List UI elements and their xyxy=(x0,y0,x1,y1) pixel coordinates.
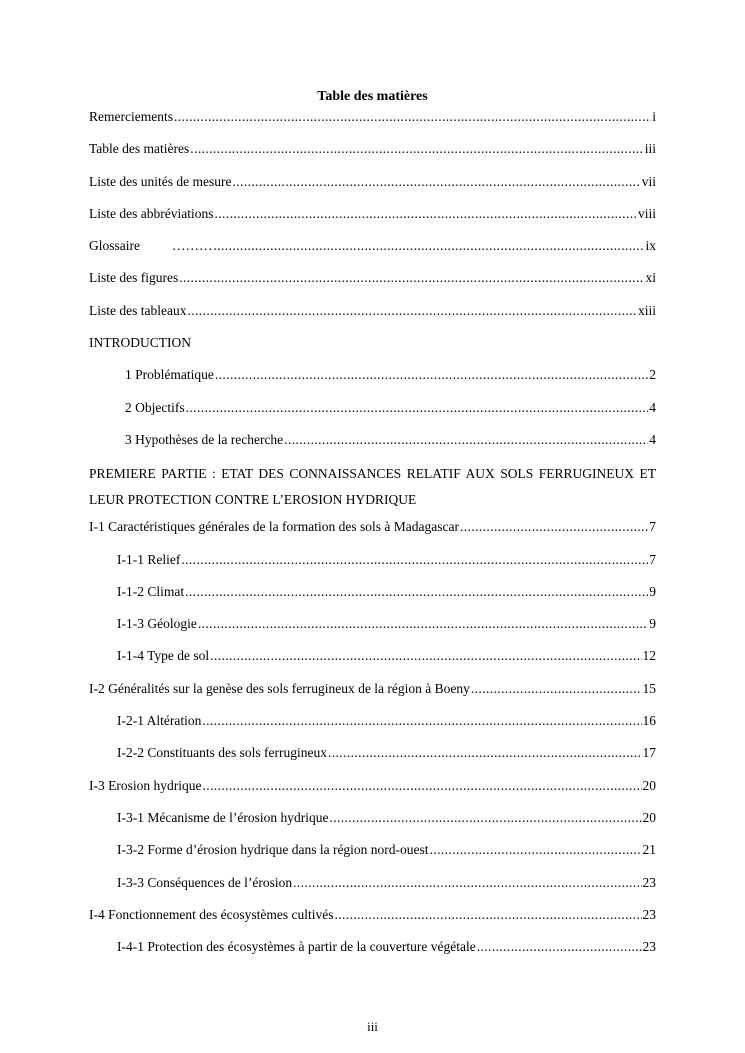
dot-leader xyxy=(284,431,648,449)
toc-entry-page: 4 xyxy=(649,399,656,415)
dot-leader xyxy=(215,366,648,384)
dot-leader xyxy=(210,647,641,665)
toc-entry-hypotheses[interactable] xyxy=(89,431,656,463)
toc-entry-page: 23 xyxy=(642,874,656,890)
dot-leader xyxy=(202,712,641,730)
toc-entry-i-4-1[interactable] xyxy=(89,938,656,970)
toc-entry-page: viii xyxy=(637,205,656,221)
dot-leader xyxy=(328,744,642,762)
toc-entry-i-4[interactable] xyxy=(89,906,656,938)
toc-heading-premiere-partie[interactable]: PREMIERE PARTIE : ETAT DES CONNAISSANCES RELATIF AUX SOLS FERRUGINEUX ET LEUR PROTECTION CONTRE L’EROSION HYDRIQUE xyxy=(89,466,656,508)
toc-entry-remerciements[interactable] xyxy=(89,108,656,140)
toc-entry-page: xiii xyxy=(637,302,656,318)
toc-entry-i-2-1[interactable] xyxy=(89,712,656,744)
toc-entry-label: I-2-2 Constituants des sols ferrugineux xyxy=(117,745,327,761)
toc-entry-label: I-4 Fonctionnement des écosystèmes cultivés xyxy=(89,906,334,922)
dot-leader xyxy=(214,237,645,255)
toc-entry-page: 20 xyxy=(642,777,656,793)
toc-entry-liste-des-tableaux[interactable] xyxy=(89,302,656,334)
toc-entry-label: Liste des unités de mesure xyxy=(89,173,232,189)
dot-leader xyxy=(185,583,648,601)
toc-entry-label: I-1-1 Relief xyxy=(117,551,181,567)
toc-entry-label: I-2 Généralités sur la genèse des sols ferrugineux de la région à Boeny xyxy=(89,680,470,696)
toc-entry-page: 9 xyxy=(649,616,656,632)
table-of-contents xyxy=(89,108,656,970)
toc-entry-table-des-matieres[interactable] xyxy=(89,140,656,172)
toc-entry-i-1-3[interactable] xyxy=(89,615,656,647)
dot-leader xyxy=(214,205,637,223)
toc-entry-page: 4 xyxy=(649,431,656,447)
toc-entry-page: ix xyxy=(645,238,656,254)
dot-leader xyxy=(471,680,642,698)
toc-entry-i-1-2[interactable] xyxy=(89,583,656,615)
dot-leader xyxy=(187,302,637,320)
toc-entry-label: I-2-1 Altération xyxy=(117,713,202,729)
toc-entry-label: I-3-3 Conséquences de l’érosion xyxy=(117,874,293,890)
dot-leader xyxy=(334,906,641,924)
toc-entry-i-1[interactable] xyxy=(89,518,656,550)
toc-entry-label: Table des matières xyxy=(89,141,190,157)
dot-leader xyxy=(202,777,641,795)
toc-entry-i-1-4[interactable] xyxy=(89,647,656,679)
toc-entry-label: I-3-1 Mécanisme de l’érosion hydrique xyxy=(117,809,329,825)
toc-entry-label: Glossaire xyxy=(89,238,140,254)
toc-entry-glossaire[interactable] xyxy=(89,237,656,269)
dot-leader xyxy=(181,551,648,569)
dot-leader xyxy=(198,615,648,633)
toc-entry-page: 7 xyxy=(649,551,656,567)
dot-leader xyxy=(190,140,643,158)
dot-leader xyxy=(232,173,640,191)
toc-entry-page: i xyxy=(652,109,656,124)
toc-entry-label: Remerciements xyxy=(89,109,173,124)
toc-entry-page: 20 xyxy=(642,809,656,825)
toc-entry-label: Liste des abbréviations xyxy=(89,205,214,221)
dot-leader xyxy=(329,809,641,827)
toc-entry-ellipsis: ……… xyxy=(172,238,213,254)
toc-entry-label: 3 Hypothèses de la recherche xyxy=(125,431,284,447)
dot-leader xyxy=(460,518,648,536)
toc-entry-label: I-4-1 Protection des écosystèmes à partir de la couverture végétale xyxy=(117,939,476,955)
dot-leader xyxy=(477,938,642,956)
toc-entry-page: 9 xyxy=(649,583,656,599)
toc-entry-page: 2 xyxy=(649,367,656,383)
toc-entry-page: 23 xyxy=(642,906,656,922)
dot-leader xyxy=(186,399,649,417)
toc-entry-page: vii xyxy=(641,173,656,189)
toc-entry-i-3[interactable] xyxy=(89,777,656,809)
toc-entry-i-3-3[interactable] xyxy=(89,874,656,906)
toc-entry-i-2-2[interactable] xyxy=(89,744,656,776)
toc-entry-i-3-2[interactable] xyxy=(89,841,656,873)
toc-entry-label: Liste des tableaux xyxy=(89,302,187,318)
toc-entry-label: I-1-2 Climat xyxy=(117,583,185,599)
toc-entry-label: 1 Problématique xyxy=(125,367,214,383)
toc-entry-label: I-3 Erosion hydrique xyxy=(89,777,202,793)
toc-entry-page: 23 xyxy=(642,939,656,955)
toc-entry-unites-de-mesure[interactable] xyxy=(89,173,656,205)
page-number: iii xyxy=(367,1019,378,1034)
toc-entry-i-2[interactable] xyxy=(89,680,656,712)
dot-leader xyxy=(430,841,642,859)
toc-entry-label: I-1-4 Type de sol xyxy=(117,648,210,664)
toc-entry-label: I-1 Caractéristiques générales de la formation des sols à Madagascar xyxy=(89,519,459,535)
toc-entry-page: 17 xyxy=(642,745,656,761)
toc-entry-page: 16 xyxy=(642,713,656,729)
toc-entry-page: 12 xyxy=(642,648,656,664)
toc-entry-i-1-1[interactable] xyxy=(89,551,656,583)
toc-heading-introduction[interactable]: INTRODUCTION xyxy=(89,335,191,351)
toc-title: Table des matières xyxy=(317,89,428,104)
toc-entry-abbreviations[interactable] xyxy=(89,205,656,237)
dot-leader xyxy=(179,269,644,287)
toc-entry-page: 15 xyxy=(642,680,656,696)
dot-leader xyxy=(174,108,651,126)
toc-entry-problematique[interactable] xyxy=(89,366,656,398)
toc-entry-page: xi xyxy=(645,270,656,286)
toc-entry-page: 21 xyxy=(642,842,656,858)
toc-entry-label: I-1-3 Géologie xyxy=(117,616,197,632)
toc-entry-label: I-3-2 Forme d’érosion hydrique dans la région nord-ouest xyxy=(117,842,429,858)
toc-entry-label: Liste des figures xyxy=(89,270,179,286)
toc-entry-label: 2 Objectifs xyxy=(125,399,185,415)
toc-entry-objectifs[interactable] xyxy=(89,399,656,431)
toc-entry-i-3-1[interactable] xyxy=(89,809,656,841)
toc-entry-liste-des-figures[interactable] xyxy=(89,269,656,301)
toc-entry-page: 7 xyxy=(649,519,656,535)
toc-entry-page: iii xyxy=(644,141,656,157)
dot-leader xyxy=(293,874,641,892)
